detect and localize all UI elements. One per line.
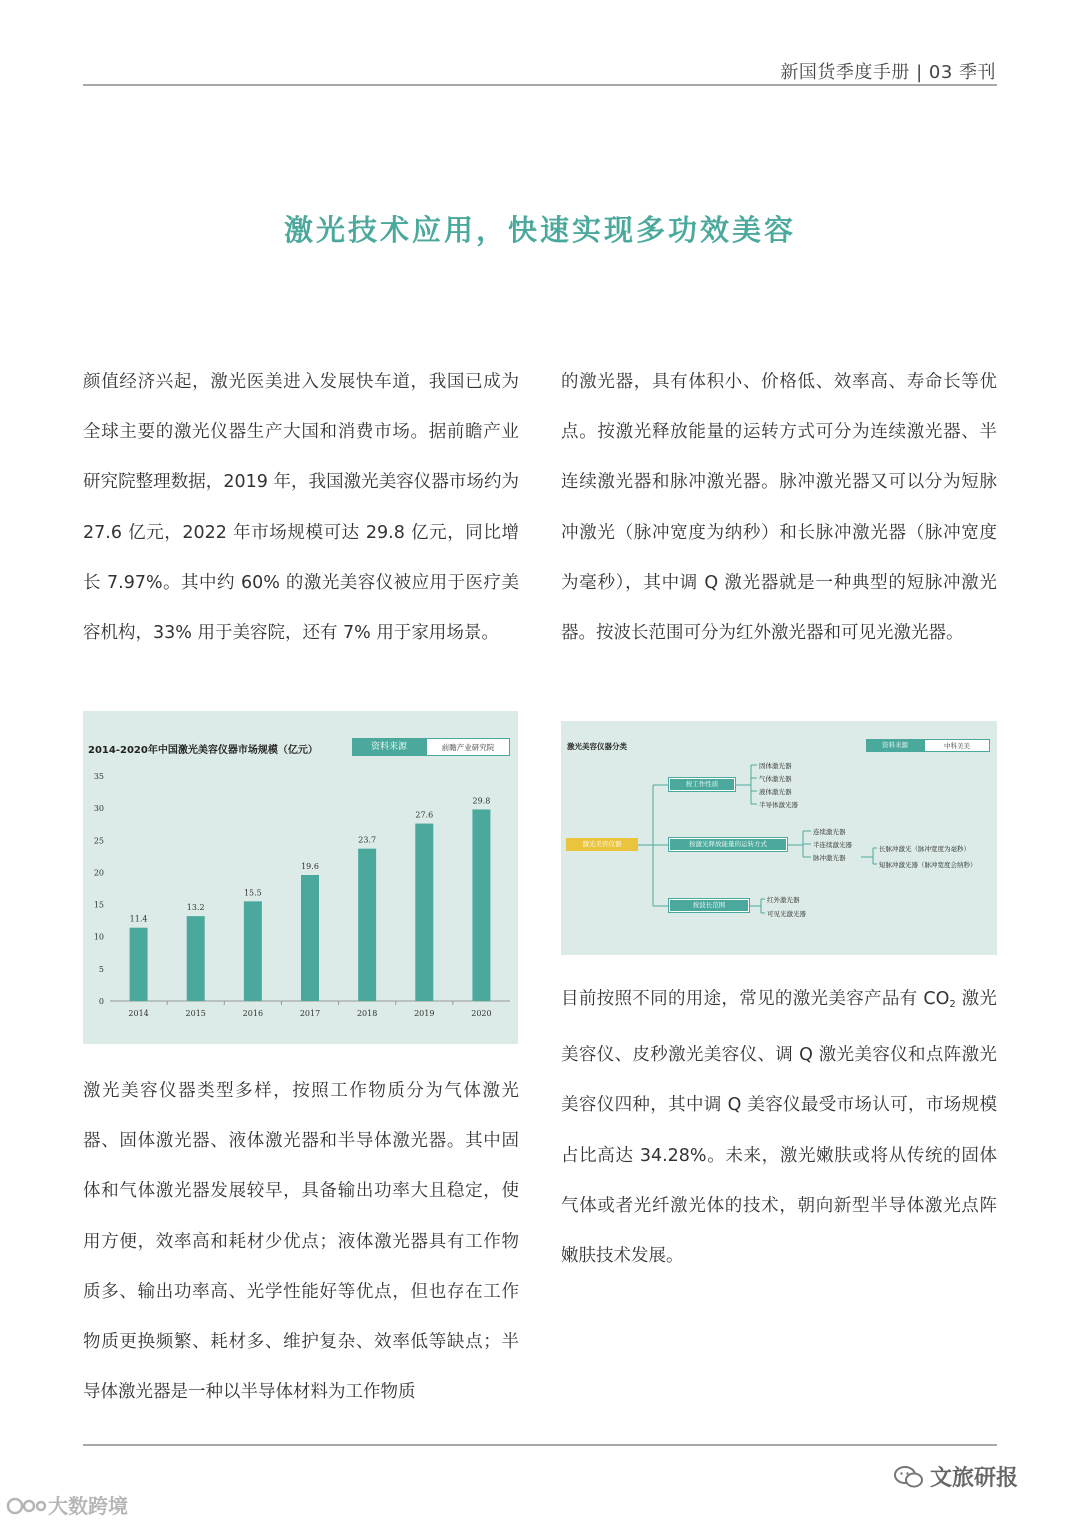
paragraph-laser-types: 的激光器，具有体积小、价格低、效率高、寿命长等优点。按激光释放能量的运转方式可分为连续激光器、半连续激光器和脉冲激光器。脉冲激光器又可以分为短脉冲激光（脉冲宽度为纳秒）和长脉冲激光器（脉冲宽度为毫秒），其中调 Q 激光器就是一种典型的短脉冲激光器。按波长范围可分为红外激光器和可见光激光器。 [561, 372, 997, 644]
market-size-chart [83, 711, 518, 1044]
leaf-item: 脉冲激光器 [813, 854, 846, 862]
chart-source-label: 资料来源 [352, 738, 426, 756]
y-tick-label: 30 [93, 804, 104, 814]
bar-chart-svg [83, 711, 518, 1044]
diagram-source-value: 中科美美 [924, 739, 990, 752]
leaf-item: 短脉冲激光器（脉冲宽度会纳秒） [879, 861, 977, 869]
bar-2019 [415, 824, 433, 1001]
branch-node-medium: 按工作性质 [669, 778, 735, 791]
bar-2015 [187, 916, 205, 1001]
bar-2014 [130, 928, 148, 1001]
chart-source-value: 前瞻产业研究院 [426, 738, 510, 756]
chart-title: 2014-2020年中国激光美容仪器市场规模（亿元） [88, 745, 318, 756]
x-tick-label: 2016 [242, 1009, 264, 1018]
y-tick-label: 15 [93, 900, 104, 910]
diagram-source-label: 资料来源 [866, 739, 924, 752]
watermark-wechat [894, 1461, 1018, 1492]
x-tick-label: 2017 [299, 1009, 321, 1018]
bar-value-label: 19.6 [301, 862, 319, 871]
leaf-item: 液体激光器 [759, 788, 792, 796]
leaf-item: 连续激光器 [813, 828, 846, 836]
watermark-left-text: 大数跨境 [48, 1494, 128, 1518]
leaf-item: 半连续激光器 [813, 841, 852, 849]
bar-value-label: 29.8 [472, 796, 491, 806]
bar-2017 [301, 875, 319, 1001]
x-tick-label: 2014 [128, 1009, 149, 1018]
footer-divider [83, 1444, 997, 1446]
bar-value-label: 11.4 [129, 914, 148, 924]
paragraph-part: 激光美容仪、皮秒激光美容仪、调 Q 激光美容仪和点阵激光美容仪四种，其中调 Q 美容仪最受市场认可，市场规模占比高达 34.28%。未来，激光嫩肤或将从传统的固体气体或者光纤激光体的技术，朝向新型半导体激光点阵嫩肤技术发展。 [561, 989, 997, 1267]
watermark-logo [6, 1490, 128, 1519]
leaf-item: 红外激光器 [767, 896, 800, 904]
bar-value-label: 23.7 [358, 835, 377, 845]
y-tick-label: 20 [93, 868, 104, 878]
leaf-item: 可见光激光器 [767, 910, 806, 918]
page-title: 激光技术应用，快速实现多功效美容 [283, 213, 796, 247]
x-tick-label: 2020 [471, 1009, 492, 1018]
branch-node-wavelength: 按波长范围 [669, 899, 749, 912]
brand-logo-icon [6, 1495, 48, 1517]
bar-value-label: 15.5 [243, 888, 262, 898]
bar-2016 [244, 901, 262, 1001]
header-divider [83, 84, 997, 86]
classification-diagram [561, 721, 997, 955]
leaf-item: 固体激光器 [759, 762, 792, 770]
paragraph-market-size: 颜值经济兴起，激光医美进入发展快车道，我国已成为全球主要的激光仪器生产大国和消费市场。据前瞻产业研究院整理数据，2019 年，我国激光美容仪器市场约为 27.6 亿元，2022 年市场规模可达 29.8 亿元，同比增长 7.97%。其中约 60% 的激光美容仪被应用于医疗美容机构，33% 用于美容院，还有 7% 用于家用场景。 [83, 372, 519, 644]
diagram-title: 激光美容仪器分类 [567, 742, 627, 751]
leaf-item: 半导体激光器 [759, 801, 798, 809]
diagram-root-node: 激光美容仪器 [566, 838, 638, 851]
x-tick-label: 2018 [356, 1009, 378, 1018]
paragraph-product-uses [561, 974, 997, 1281]
bar-value-label: 27.6 [415, 810, 434, 820]
branch-node-operation: 按激光释放能量的运转方式 [669, 838, 787, 851]
y-tick-label: 25 [93, 836, 104, 846]
y-tick-label: 10 [93, 932, 104, 942]
wechat-icon [894, 1466, 924, 1488]
bar-value-label: 13.2 [186, 903, 205, 913]
x-tick-label: 2015 [185, 1009, 206, 1018]
watermark-right-text: 文旅研报 [930, 1466, 1019, 1491]
y-tick-label: 5 [98, 964, 104, 974]
y-tick-label: 0 [98, 997, 104, 1006]
header-title: 新国货季度手册 | 03 季刊 [780, 62, 996, 83]
x-tick-label: 2019 [414, 1009, 435, 1018]
paragraph-working-medium: 激光美容仪器类型多样，按照工作物质分为气体激光器、固体激光器、液体激光器和半导体激光器。其中固体和气体激光器发展较早，具备输出功率大且稳定，使用方便，效率高和耗材少优点；液体激光器具有工作物质多、输出功率高、光学性能好等优点，但也存在工作物质更换频繁、耗材多、维护复杂、效率低等缺点；半导体激光器是一种以半导体材料为工作物质 [83, 1081, 519, 1403]
bar-2020 [472, 809, 490, 1001]
paragraph-part: 目前按照不同的用途，常见的激光美容产品有 CO [561, 989, 950, 1009]
leaf-item: 气体激光器 [759, 775, 792, 783]
bar-2018 [358, 849, 376, 1001]
leaf-item: 长脉冲激光（脉冲宽度为毫秒） [879, 845, 970, 853]
y-tick-label: 35 [93, 772, 104, 781]
subscript: 2 [949, 999, 956, 1010]
